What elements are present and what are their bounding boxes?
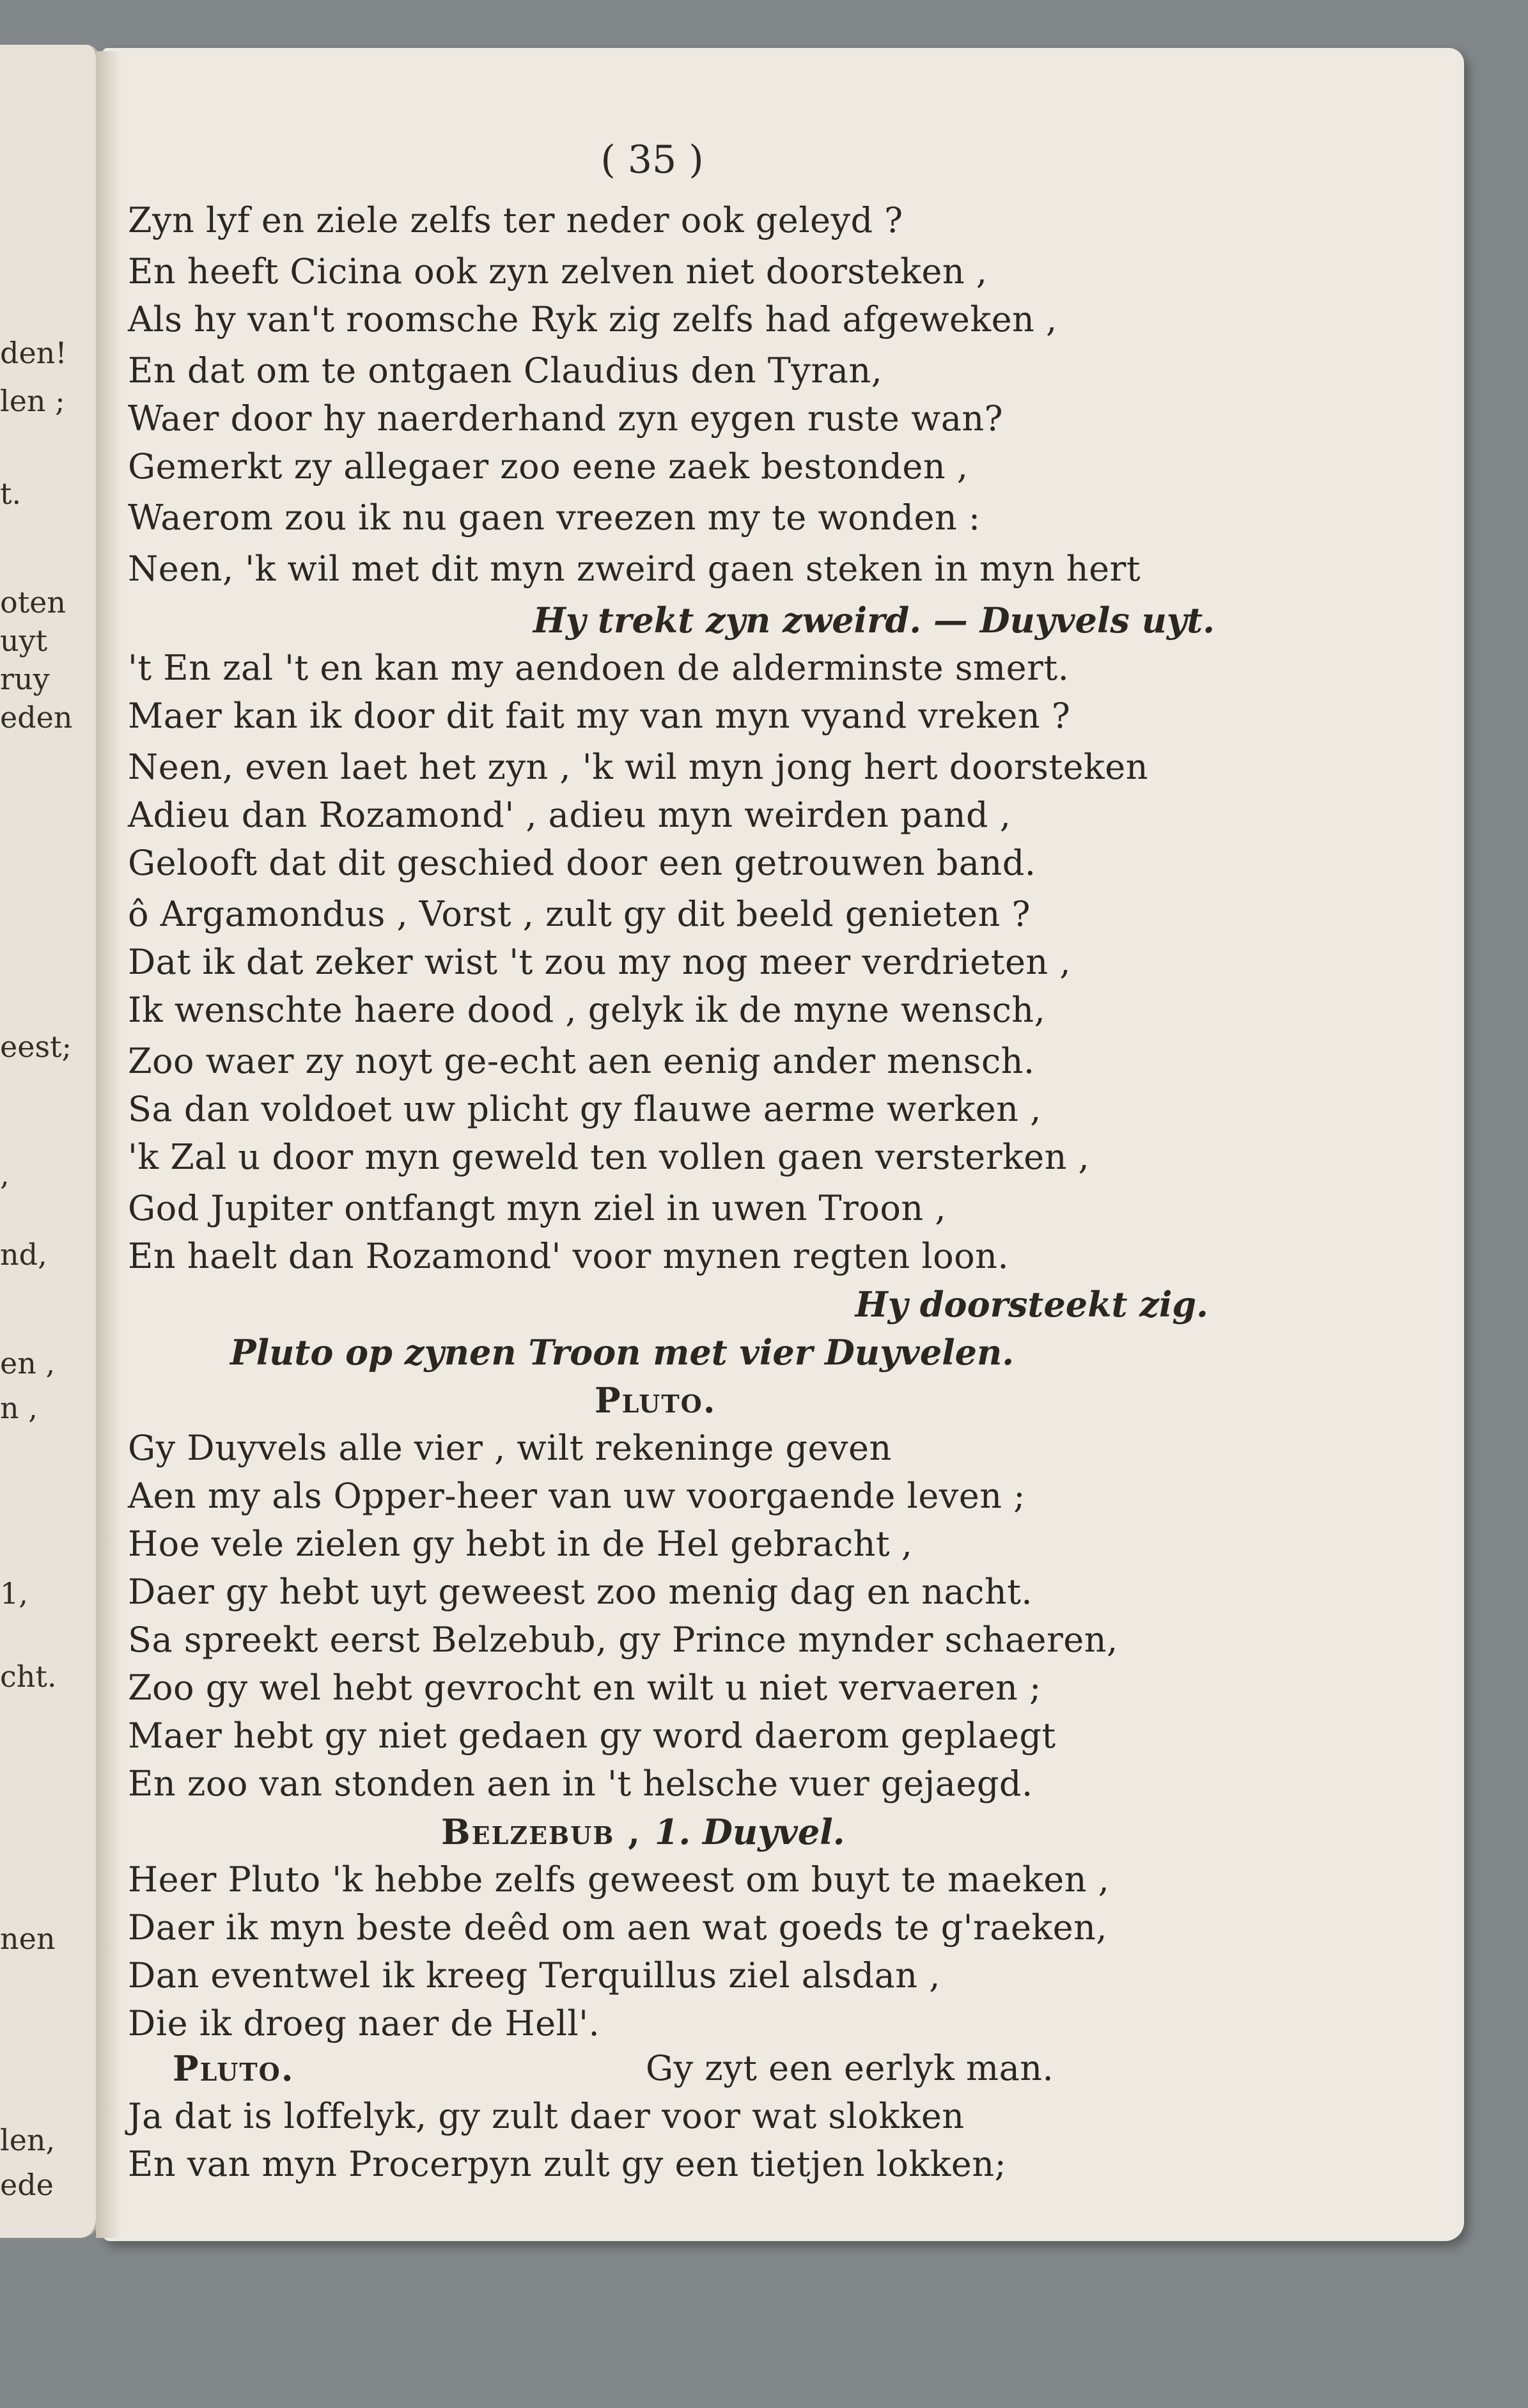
speaker-heading	[441, 1813, 845, 1851]
verse-line: Hoe vele zielen gy hebt in de Hel gebracht ,	[128, 1524, 913, 1564]
left-fragment: oten	[0, 585, 66, 620]
verse-line: 'k Zal u door myn geweld ten vollen gaen versterken ,	[128, 1137, 1090, 1177]
verse-line: Waer door hy naerderhand zyn eygen ruste wan?	[128, 398, 1004, 439]
verse-line: Heer Pluto 'k hebbe zelfs geweest om buyt te maeken ,	[128, 1859, 1110, 1900]
verse-line: Dat ik dat zeker wist 't zou my nog meer verdrieten ,	[128, 942, 1072, 982]
speaker-name: Belzebub ,	[441, 1811, 642, 1852]
speaker-subtitle: 1. Duyvel.	[654, 1811, 845, 1852]
verse-line: ô Argamondus , Vorst , zult gy dit beeld genieten ?	[128, 894, 1031, 934]
verse-line: Gy Duyvels alle vier , wilt rekeninge geven	[128, 1428, 892, 1468]
left-fragment: n ,	[0, 1391, 38, 1425]
verse-line: Als hy van't roomsche Ryk zig zelfs had afgeweken ,	[128, 299, 1057, 340]
verse-line: God Jupiter ontfangt myn ziel in uwen Troon ,	[128, 1188, 947, 1228]
verse-line: Die ik droeg naer de Hell'.	[128, 2003, 600, 2044]
left-fragment: 1,	[0, 1576, 28, 1611]
left-fragment: nen	[0, 1921, 56, 1956]
stage-direction: Hy trekt zyn zweird. — Duyvels uyt.	[533, 600, 1215, 641]
stage-direction: Pluto op zynen Troon met vier Duyvelen.	[230, 1332, 1015, 1373]
verse-line: Zoo gy wel hebt gevrocht en wilt u niet vervaeren ;	[128, 1668, 1041, 1708]
left-fragment: den!	[0, 336, 67, 370]
verse-line: En heeft Cicina ook zyn zelven niet doorsteken ,	[128, 251, 988, 292]
verse-line: En haelt dan Rozamond' voor mynen regten loon.	[128, 1236, 1010, 1276]
verse-line: En dat om te ontgaen Claudius den Tyran,	[128, 350, 883, 391]
verse-line: Gy zyt een eerlyk man.	[646, 2048, 1054, 2088]
verse-line: Daer gy hebt uyt geweest zoo menig dag en nacht.	[128, 1572, 1033, 1612]
left-fragment: cht.	[0, 1659, 57, 1694]
left-fragment: len,	[0, 2123, 56, 2157]
verse-line: Neen, 'k wil met dit myn zweird gaen steken in myn hert	[128, 549, 1141, 589]
left-fragment: ,	[0, 1157, 10, 1192]
verse-line: Ik wenschte haere dood , gelyk ik de myne wensch,	[128, 990, 1046, 1030]
verse-line: Aen my als Opper-heer van uw voorgaende leven ;	[128, 1476, 1025, 1516]
verse-line: Sa dan voldoet uw plicht gy flauwe aerme werken ,	[128, 1089, 1041, 1129]
verse-line: Gemerkt zy allegaer zoo eene zaek bestonden ,	[128, 446, 969, 487]
left-fragment: uyt	[0, 623, 48, 658]
verse-line: Neen, even laet het zyn , 'k wil myn jong hert doorsteken	[128, 747, 1148, 787]
left-fragment: ede	[0, 2168, 54, 2202]
verse-line: Waerom zou ik nu gaen vreezen my te wonden :	[128, 497, 981, 538]
speaker-name: Pluto.	[173, 2048, 295, 2089]
left-fragment: t.	[0, 476, 22, 511]
verse-line: Maer kan ik door dit fait my van myn vyand vreken ?	[128, 696, 1071, 736]
verse-line: 't En zal 't en kan my aendoen de alderminste smert.	[128, 648, 1070, 688]
stage-direction: Hy doorsteekt zig.	[855, 1284, 1208, 1325]
speaker-name: Pluto.	[595, 1380, 717, 1421]
book-gutter	[96, 51, 121, 2238]
verse-line: Dan eventwel ik kreeg Terquillus ziel alsdan ,	[128, 1955, 940, 1996]
verse-line: En zoo van stonden aen in 't helsche vuer gejaegd.	[128, 1763, 1033, 1804]
verse-line: Adieu dan Rozamond' , adieu myn weirden pand ,	[128, 795, 1011, 835]
verse-line: En van myn Procerpyn zult gy een tietjen lokken;	[128, 2144, 1007, 2184]
page-number: ( 35 )	[600, 137, 704, 182]
left-fragment: len ;	[0, 384, 65, 418]
verse-line: Gelooft dat dit geschied door een getrouwen band.	[128, 843, 1036, 883]
left-page-edge	[0, 45, 99, 2238]
left-fragment: ruy	[0, 662, 50, 696]
verse-line: Maer hebt gy niet gedaen gy word daerom geplaegt	[128, 1716, 1056, 1756]
left-fragment: en ,	[0, 1346, 56, 1380]
verse-line: Ja dat is loffelyk, gy zult daer voor wat slokken	[128, 2096, 965, 2136]
verse-line: Daer ik myn beste deêd om aen wat goeds te g'raeken,	[128, 1907, 1108, 1948]
verse-line: Zyn lyf en ziele zelfs ter neder ook geleyd ?	[128, 200, 903, 240]
left-fragment: nd,	[0, 1237, 47, 1272]
left-fragment: eden	[0, 700, 73, 735]
verse-line: Zoo waer zy noyt ge-echt aen eenig ander mensch.	[128, 1041, 1035, 1081]
verse-line: Sa spreekt eerst Belzebub, gy Prince mynder schaeren,	[128, 1620, 1118, 1660]
left-fragment: eest;	[0, 1029, 72, 1064]
